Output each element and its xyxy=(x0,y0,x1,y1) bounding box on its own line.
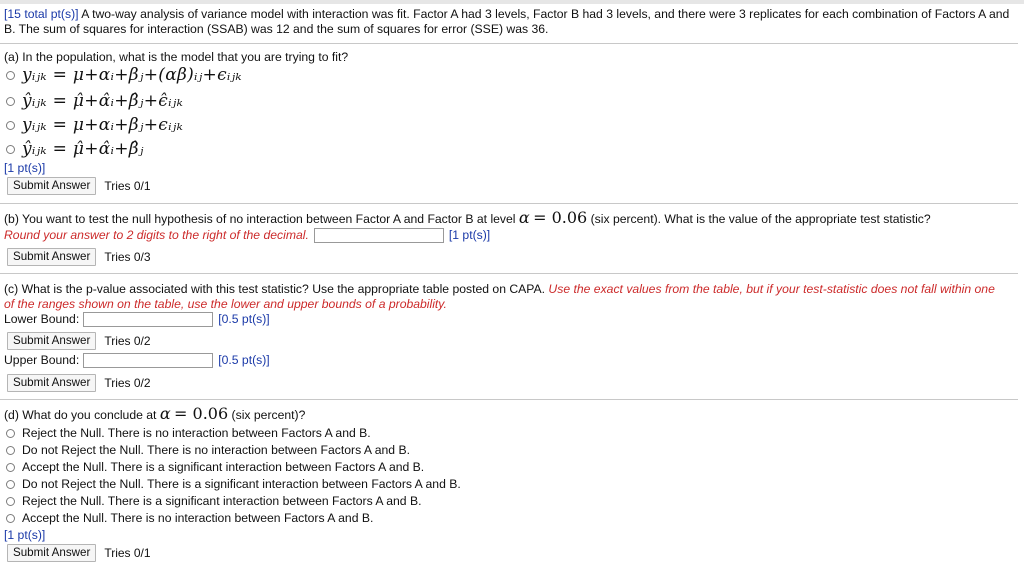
divider xyxy=(0,399,1018,400)
upper-bound-submit-button[interactable]: Submit Answer xyxy=(7,374,96,392)
alpha-symbol: α xyxy=(518,208,530,227)
lower-bound-submit-button[interactable]: Submit Answer xyxy=(7,332,96,350)
part-c-question: (c) What is the p-value associated with this test statistic? Use the appropriate table posted on CAPA. Use the exact values from the table, but if your test-statistic does not fall within one of the ranges shown on the table, use the lower and upper bounds of a probability. xyxy=(4,282,995,311)
part-b-instruction: Round your answer to 2 digits to the right of the decimal. xyxy=(4,228,309,242)
part-a-option-2[interactable] xyxy=(6,91,183,111)
lower-bound-input[interactable] xyxy=(83,312,213,327)
lower-bound-row xyxy=(4,312,270,327)
upper-bound-submit-row xyxy=(7,374,151,391)
part-d-option-2[interactable]: Do not Reject the Null. There is no interaction between Factors A and B. xyxy=(6,442,410,458)
part-d-option-6[interactable]: Accept the Null. There is no interaction between Factors A and B. xyxy=(6,510,373,526)
option-formula: yᵢⱼₖ = μ+αᵢ+βⱼ+ϵᵢⱼₖ xyxy=(22,115,184,135)
part-a-question: (a) In the population, what is the model that you are trying to fit? xyxy=(4,50,349,64)
radio-button[interactable] xyxy=(6,514,15,523)
upper-bound-label: Upper Bound: xyxy=(4,353,80,367)
part-a-submit-row xyxy=(7,177,151,194)
part-a-submit-button[interactable]: Submit Answer xyxy=(7,177,96,195)
problem-text: A two-way analysis of variance model with interaction was fit. Factor A had 3 levels, Factor B had 3 levels, and there were 3 replicates for each combination of Factors A and B. The sum of squares for interaction (SSAB) was 12 and the sum of squares for error (SSE) was 36. xyxy=(4,7,1010,36)
divider xyxy=(0,203,1018,204)
part-a-option-1[interactable] xyxy=(6,65,242,85)
option-formula: ŷᵢⱼₖ = μ̂+α̂ᵢ+β̂ⱼ xyxy=(22,139,144,159)
part-d-tries: Tries 0/1 xyxy=(104,545,151,560)
part-a-option-3[interactable] xyxy=(6,115,183,135)
radio-button[interactable] xyxy=(6,121,15,130)
upper-bound-tries: Tries 0/2 xyxy=(104,375,151,390)
option-formula: ŷᵢⱼₖ = μ̂+α̂ᵢ+β̂ⱼ+ϵ̂ᵢⱼₖ xyxy=(22,91,184,111)
part-d-submit-button[interactable]: Submit Answer xyxy=(7,544,96,562)
divider xyxy=(0,273,1018,274)
part-b-answer-input[interactable] xyxy=(314,228,444,243)
radio-button[interactable] xyxy=(6,463,15,472)
part-d-option-5[interactable]: Reject the Null. There is a significant interaction between Factors A and B. xyxy=(6,493,421,509)
top-bar xyxy=(0,0,1024,4)
part-b-submit-row xyxy=(7,248,151,265)
upper-bound-input[interactable] xyxy=(83,353,213,368)
radio-button[interactable] xyxy=(6,497,15,506)
radio-button[interactable] xyxy=(6,71,15,80)
problem-intro xyxy=(4,7,1020,37)
part-a-option-4[interactable] xyxy=(6,139,144,159)
part-d-option-1[interactable]: Reject the Null. There is no interaction between Factors A and B. xyxy=(6,425,371,441)
part-d-option-4[interactable]: Do not Reject the Null. There is a significant interaction between Factors A and B. xyxy=(6,476,461,492)
part-d-submit-row xyxy=(7,544,151,561)
option-formula: yᵢⱼₖ = μ+αᵢ+βⱼ+(αβ)ᵢⱼ+ϵᵢⱼₖ xyxy=(22,65,242,85)
radio-button[interactable] xyxy=(6,145,15,154)
radio-button[interactable] xyxy=(6,446,15,455)
radio-button[interactable] xyxy=(6,97,15,106)
part-a-tries: Tries 0/1 xyxy=(104,178,151,193)
lower-bound-tries: Tries 0/2 xyxy=(104,333,151,348)
part-d-option-3[interactable]: Accept the Null. There is a significant interaction between Factors A and B. xyxy=(6,459,424,475)
radio-button[interactable] xyxy=(6,480,15,489)
part-b-instruction-row xyxy=(4,228,490,243)
lower-bound-label: Lower Bound: xyxy=(4,312,80,326)
alpha-value: = 0.06 xyxy=(533,208,588,227)
part-b-points: [1 pt(s)] xyxy=(448,228,491,242)
upper-bound-points: [0.5 pt(s)] xyxy=(218,353,270,367)
lower-bound-submit-row xyxy=(7,332,151,349)
part-d-question: (d) What do you conclude at α = 0.06 (six percent)? xyxy=(4,404,306,423)
part-b-tries: Tries 0/3 xyxy=(104,249,151,264)
radio-button[interactable] xyxy=(6,429,15,438)
part-b-submit-button[interactable]: Submit Answer xyxy=(7,248,96,266)
alpha-symbol: α xyxy=(159,404,171,423)
total-points: [15 total pt(s)] xyxy=(4,7,79,21)
lower-bound-points: [0.5 pt(s)] xyxy=(218,312,270,326)
part-a-points: [1 pt(s)] xyxy=(4,161,46,175)
upper-bound-row xyxy=(4,353,270,368)
part-c-instruction: Use the exact values from the table, but if your test-statistic does not fall within one of the ranges shown on the table, use the lower and upper bounds of a probability. xyxy=(4,282,995,311)
alpha-value: = 0.06 xyxy=(174,404,229,423)
part-d-points: [1 pt(s)] xyxy=(4,528,46,542)
part-b-question: (b) You want to test the null hypothesis of no interaction between Factor A and Factor B at level α = 0.06 (six percent). What is the value of the appropriate test statistic? xyxy=(4,208,931,227)
divider xyxy=(0,43,1018,44)
